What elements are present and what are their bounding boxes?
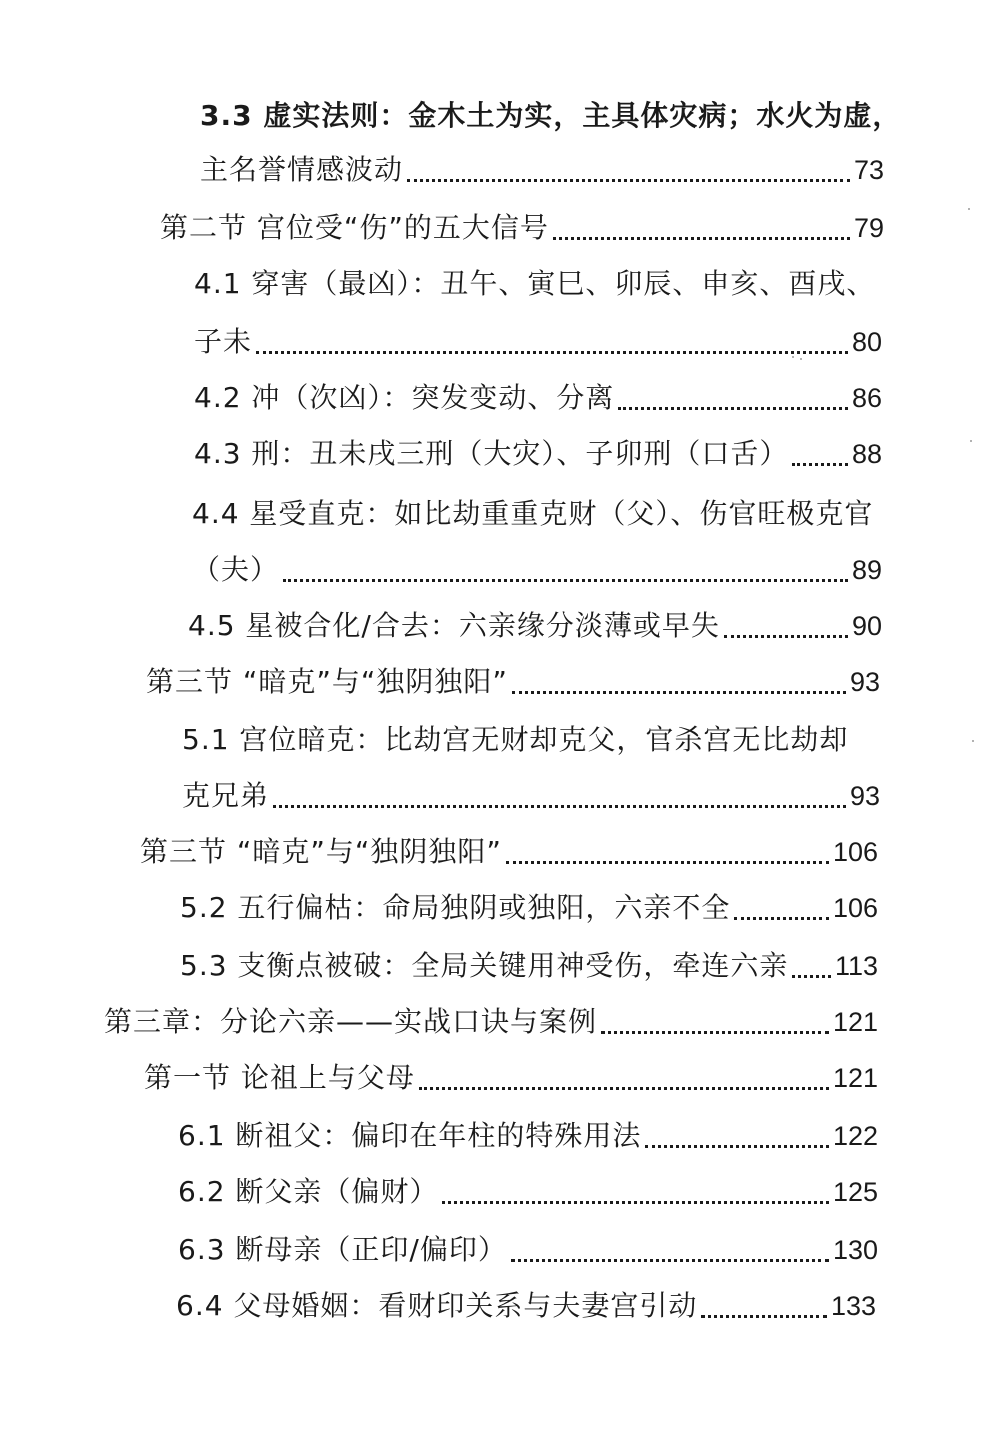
scan-speck xyxy=(970,440,972,442)
toc-entry-text: 5.3 支衡点被破：全局关键用神受伤，牵连六亲 xyxy=(180,949,789,982)
dot-leader xyxy=(273,805,846,808)
dot-leader xyxy=(419,1087,829,1090)
toc-entry-3-3 xyxy=(200,94,902,138)
page-number: 121 xyxy=(832,1063,878,1093)
dot-leader xyxy=(512,691,846,694)
toc-entry-text: 第三章：分论六亲——实战口诀与案例 xyxy=(104,1005,598,1038)
dot-leader xyxy=(701,1315,827,1318)
dot-leader xyxy=(407,179,850,182)
toc-entry-6-2 xyxy=(178,1170,878,1214)
toc-entry-5-3 xyxy=(180,944,878,988)
toc-entry-text: 第一节 论祖上与父母 xyxy=(144,1061,415,1094)
page-number: 89 xyxy=(851,555,882,585)
toc-entry-text: 6.3 断母亲（正印/偏印） xyxy=(178,1233,507,1266)
toc-entry-6-1 xyxy=(178,1114,878,1158)
page-number: 106 xyxy=(832,837,878,867)
toc-entry-text: 4.5 星被合化/合去：六亲缘分淡薄或早失 xyxy=(188,609,720,642)
toc-entry-text: 5.2 五行偏枯：命局独阴或独阳，六亲不全 xyxy=(180,891,731,924)
toc-entry-3-3-cont xyxy=(200,148,884,192)
toc-entry-text: 克兄弟 xyxy=(182,779,270,812)
toc-entry-5-2 xyxy=(180,886,878,930)
dot-leader xyxy=(506,861,829,864)
dot-leader xyxy=(724,635,848,638)
page-number: 122 xyxy=(832,1121,878,1151)
dot-leader xyxy=(734,917,829,920)
page-number: 113 xyxy=(834,951,878,981)
toc-section-1 xyxy=(144,1056,878,1100)
scan-speck xyxy=(792,356,794,358)
toc-entry-text: 6.2 断父亲（偏财） xyxy=(178,1175,439,1208)
page-number: 90 xyxy=(851,611,882,641)
page-number: 93 xyxy=(849,781,880,811)
toc-entry-text: 4.1 穿害（最凶）：丑午、寅巳、卯辰、申亥、酉戌、 xyxy=(194,267,876,300)
dot-leader xyxy=(256,351,848,354)
toc-entry-4-3 xyxy=(194,432,882,476)
toc-entry-text: 4.4 星受直克：如比劫重重克财（父）、伤官旺极克官 xyxy=(192,497,874,530)
page-number: 73 xyxy=(853,155,884,185)
toc-entry-text: 第三节 “暗克”与“独阴独阳” xyxy=(140,835,502,868)
page-number: 80 xyxy=(851,327,882,357)
dot-leader xyxy=(442,1201,829,1204)
dot-leader xyxy=(511,1259,829,1262)
dot-leader xyxy=(792,975,831,978)
page-number: 121 xyxy=(832,1007,878,1037)
page-number: 93 xyxy=(849,667,880,697)
page-number: 86 xyxy=(851,383,882,413)
toc-entry-5-1-cont xyxy=(182,774,880,818)
toc-entry-text: 子未 xyxy=(194,325,253,358)
toc-entry-text: 主名誉情感波动 xyxy=(200,153,404,186)
page-number: 88 xyxy=(851,439,882,469)
page-number: 130 xyxy=(832,1235,878,1265)
toc-entry-text: 4.2 冲（次凶）：突发变动、分离 xyxy=(194,381,615,414)
toc-entry-4-1-cont xyxy=(194,320,882,364)
toc-entry-4-5 xyxy=(188,604,882,648)
toc-entry-4-1 xyxy=(194,262,880,306)
dot-leader xyxy=(645,1145,829,1148)
toc-chapter-3 xyxy=(104,1000,878,1044)
toc-entry-text: 6.4 父母婚姻：看财印关系与夫妻宫引动 xyxy=(176,1289,698,1322)
toc-entry-5-1 xyxy=(182,718,880,762)
dot-leader xyxy=(601,1031,829,1034)
toc-section-3-repeat xyxy=(140,830,878,874)
page-number: 79 xyxy=(853,213,884,243)
toc-entry-text: 第三节 “暗克”与“独阴独阳” xyxy=(146,665,508,698)
page-number: 125 xyxy=(832,1177,878,1207)
toc-entry-4-4 xyxy=(192,492,882,536)
toc-entry-text: （夫） xyxy=(192,553,280,586)
toc-entry-text: 第二节 宫位受“伤”的五大信号 xyxy=(160,211,549,244)
scan-speck xyxy=(968,208,970,210)
toc-section-3 xyxy=(146,660,880,704)
dot-leader xyxy=(618,407,848,410)
toc-entry-6-3 xyxy=(178,1228,878,1272)
toc-entry-text: 3.3 虚实法则：金木土为实，主具体灾病；水火为虚， xyxy=(200,99,902,132)
toc-entry-6-4 xyxy=(176,1284,876,1328)
dot-leader xyxy=(553,237,850,240)
page-number: 106 xyxy=(832,893,878,923)
toc-section-2 xyxy=(160,206,884,250)
dot-leader xyxy=(283,579,848,582)
toc-entry-text: 4.3 刑：丑未戌三刑（大灾）、子卯刑（口舌） xyxy=(194,437,789,470)
toc-entry-text: 5.1 宫位暗克：比劫宫无财却克父，官杀宫无比劫却 xyxy=(182,723,849,756)
scan-speck xyxy=(972,740,974,742)
dot-leader xyxy=(792,463,848,466)
page-number: 133 xyxy=(830,1291,876,1321)
toc-entry-text: 6.1 断祖父：偏印在年柱的特殊用法 xyxy=(178,1119,642,1152)
toc-entry-4-4-cont xyxy=(192,548,882,592)
scan-speck xyxy=(800,358,802,360)
toc-entry-4-2 xyxy=(194,376,882,420)
